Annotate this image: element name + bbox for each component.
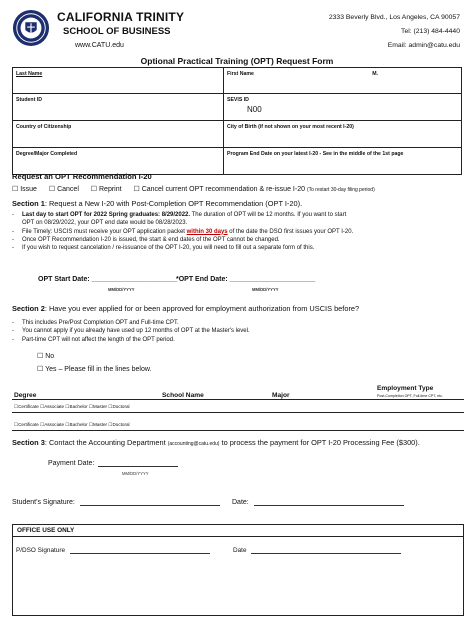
list-item: - This includes Pre/Post Completion OPT and Full-time CPT. [12,319,464,327]
section-2-bullets [12,319,464,344]
opt-end-date-field[interactable]: *OPT End Date: ______________________ [176,276,316,283]
last-name-field[interactable]: Last Name [13,68,224,94]
pdso-signature-field[interactable]: P/DSO Signature [16,547,210,554]
school-address: 2333 Beverly Blvd., Los Angeles, CA 90057 [328,14,460,21]
cancel-checkbox[interactable]: ☐ Cancel [48,186,79,193]
section-2-label: Section 2 [12,304,45,313]
school-email: Email: admin@catu.edu [387,42,460,49]
prior-employment-table [12,383,464,431]
start-date-format: MM/DD/YYYY [108,287,135,292]
office-use-box [12,524,464,616]
school-website: www.CATU.edu [75,42,124,49]
col-employment-sub: Post-Completion OPT, Full-time CPT, etc. [377,394,443,398]
accounting-email: (accounting@catu.edu) [167,441,220,447]
no-checkbox[interactable]: ☐ No [37,352,55,360]
sevis-id-value: N00 [247,105,262,114]
country-field[interactable]: Country of Citizenship [13,121,224,148]
student-info-table [12,67,462,175]
first-name-field[interactable]: First Name M. [224,68,462,94]
program-end-date-field[interactable]: Program End Date on your latest I-20 - See in the middle of the 1st page [224,148,462,175]
list-item: - You cannot apply if you already have used up 12 months of OPT at the Master's level. [12,327,464,335]
section-1-bullets [12,211,464,252]
list-item: - Once OPT Recommendation I-20 is issued, the start & end dates of the OPT cannot be changed. [12,236,464,244]
office-use-heading: OFFICE USE ONLY [13,525,463,537]
student-id-field[interactable]: Student ID [13,94,224,121]
list-item: - If you wish to request cancelation / re-issuance of the OPT I-20, you will need to fill out a separate form of this. [12,244,464,252]
city-of-birth-field[interactable]: City of Birth (if not shown on your most recent I-20) [224,121,462,148]
list-item: - Last day to start OPT for 2022 Spring graduates: 8/29/2022. The duration of OPT will be 12 months. If you want to start OPT on 08/29/2022, your OPT end date would be 08/28/2023. [12,211,464,228]
col-school-name: School Name [162,392,204,399]
reprint-checkbox[interactable]: ☐ Reprint [90,186,122,193]
section-3: Section 3: Contact the Accounting Department (accounting@catu.edu) to process the payment for OPT I-20 Processing Fee ($300). [12,438,420,447]
school-seal-icon [12,9,50,47]
col-employment-type: Employment Type [377,385,434,392]
form-title: Optional Practical Training (OPT) Request Form [140,56,334,66]
section-2-text: : Have you ever applied for or been approved for employment authorization from USCIS before? [44,304,360,313]
section-1 [12,199,464,252]
payment-date-field[interactable]: Payment Date: [48,460,178,467]
col-degree: Degree [14,392,37,399]
middle-initial-label: M. [372,71,378,77]
school-subtitle: SCHOOL OF BUSINESS [63,26,171,37]
degree-major-field[interactable]: Degree/Major Completed [13,148,224,175]
list-item: - Part-time CPT will not affect the length of the OPT period. [12,336,464,344]
table-header [12,383,464,399]
end-date-format: MM/DD/YYYY [252,287,279,292]
signature-date-field[interactable]: Date: [232,499,404,506]
table-row[interactable]: ☐Certificate ☐Associate ☐Bachelor ☐Master ☐Doctoral [12,413,464,431]
sevis-id-field[interactable]: SEVIS ID N00 [224,94,462,121]
letterhead [0,0,474,60]
table-row[interactable]: ☐Certificate ☐Associate ☐Bachelor ☐Master ☐Doctoral [12,399,464,413]
yes-checkbox[interactable]: ☐ Yes – Please fill in the lines below. [37,365,152,373]
office-date-field[interactable]: Date [233,547,401,554]
issue-checkbox[interactable]: ☐ Issue [12,186,37,193]
request-section [12,172,464,193]
section-2 [12,304,464,373]
payment-date-format: MM/DD/YYYY [122,471,149,476]
student-signature-field[interactable]: Student's Signature: [12,499,220,506]
thirty-days-highlight: within 30 days [186,228,228,235]
school-name: CALIFORNIA TRINITY [57,10,185,24]
list-item: - File Timely: USCIS must receive your OPT application packet within 30 days of the date the DSO first issues your OPT I-20. [12,228,464,236]
cancel-reissue-checkbox[interactable]: ☐ Cancel current OPT recommendation & re-issue I-20 [133,186,305,193]
section-3-label: Section 3 [12,438,45,447]
col-major: Major [272,392,290,399]
request-heading: Request an OPT Recommendation I-20 [12,172,152,181]
restart-note: (To restart 30-day filing period) [306,187,375,193]
section-1-label: Section 1 [12,199,45,208]
opt-start-date-field[interactable]: OPT Start Date: ______________________ [38,276,178,283]
section-1-text: : Request a New I-20 with Post-Completion OPT Recommendation (OPT I-20). [44,199,303,208]
school-phone: Tel: (213) 484-4440 [401,28,460,35]
